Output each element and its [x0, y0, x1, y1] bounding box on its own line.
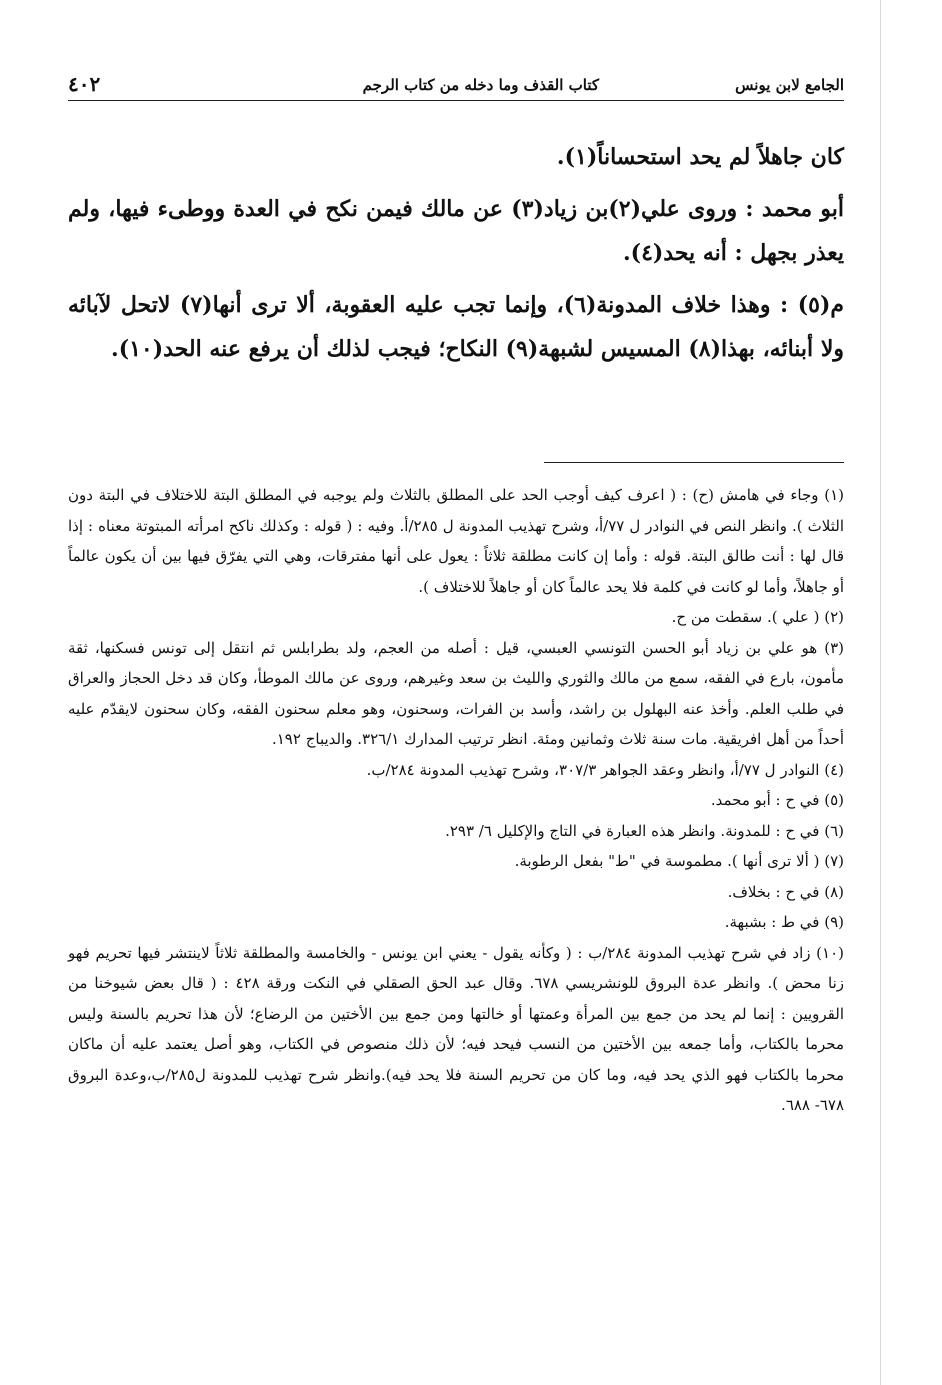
scan-edge-line: [880, 0, 881, 1385]
book-page: [68, 72, 844, 1372]
footnote: (٣) هو علي بن زياد أبو الحسن التونسي العبسي، قيل : أصله من العجم، ولد بطرابلس ثم انتقل إلى تونس فسكنها، ثقة مأمون، بارع في الفقه، سمع من مالك والثوري والليث بن سعد وغيرهم، وروى عن مالك الموطأ، وكان قد دخل الحجاز والعراق في طلب العلم. وأخذ عنه البهلول بن راشد، وأسد بن الفرات، وسحنون، وهو معلم سحنون الفقه، وكان سحنون لايقدّم عليه أحداً من أهل افريقية. مات سنة ثلاث وثمانين ومئة. انظر ترتيب المدارك ٣٢٦/١. والديباج ١٩٢.: [68, 638, 844, 748]
footnote: (١) وجاء في هامش (ح) : ( اعرف كيف أوجب الحد على المطلق بالثلاث ولم يوجبه في المطلق البتة للاختلاف في البتة دون الثلاث ). وانظر النص في النوادر ل ٧٧/أ، وشرح تهذيب المدونة ل ٢٨٥/أ. وفيه : ( قوله : وكذلك ناكح امرأته المبتوتة معناه : إذا قال لها : أنت طالق البتة. قوله : وأما إن كانت مطلقة ثلاثاً : يعول على أنها مفترقات، وهي التي يفرّق فيها بين أن يكون عالماً أو جاهلاً، وأما لو كانت في كلمة فلا يحد عالماً كان أو جاهلاً للاختلاف ).: [68, 486, 844, 596]
chapter-title: كتاب القذف وما دخله من كتاب الرجم: [362, 76, 599, 94]
footnote: (٨) في ح : بخلاف.: [727, 882, 844, 901]
main-text: [68, 135, 844, 371]
footnotes: [68, 480, 844, 1121]
page-number: ٤٠٢: [68, 72, 101, 96]
footnote: (٥) في ح : أبو محمد.: [710, 791, 844, 809]
footnote: (٤) النوادر ل ٧٧/أ، وانظر وعقد الجواهر ٣٠٧/٣، وشرح تهذيب المدونة ٢٨٤/ب.: [366, 760, 844, 779]
footnote: (٩) في ط : بشبهة.: [724, 913, 844, 931]
footnote-separator: [544, 462, 844, 463]
paragraph: كان جاهلاً لم يحد استحساناً(١).: [556, 144, 844, 170]
footnote: (١٠) زاد في شرح تهذيب المدونة ٢٨٤/ب : ( وكأنه يقول - يعني ابن يونس - والخامسة والمطلقة ثلاثاً لاينتشر فيها تحريم فهو زنا محض ). وانظر عدة البروق للونشريسي ٦٧٨. وقال عبد الحق الصقلي في النكت ورقة ٤٢٨ : ( قال بعض شيوخنا من القرويين : إنما لم يحد من جمع بين المرأة وعمتها أو خالتها ومن جمع بين الأختين من الرضاع؛ لأن هذا تحريم بالسنة وليس محرما بالكتاب، وأما جمعه بين الأختين من النسب فيحد فيه؛ لأن ذلك منصوص في الكتاب، وهو أصل يعتمد عليه أن ماكان محرما بالكتاب فهو الذي يحد فيه، وما كان من تحريم السنة فلا يحد فيه).وانظر شرح تهذيب للمدونة ل٢٨٥/ب،وعدة البروق ٦٧٨- ٦٨٨.: [68, 943, 845, 1114]
footnote: (٧) ( ألا ترى أنها ). مطموسة في "ط" بفعل الرطوبة.: [514, 852, 844, 870]
footnote: (٦) في ح : للمدونة. وانظر هذه العبارة في التاج والإكليل ٦/ ٢٩٣.: [445, 821, 844, 840]
paragraph: م(٥) : وهذا خلاف المدونة(٦)، وإنما تجب عليه العقوبة، ألا ترى أنها(٧) لاتحل لآبائه ولا أبنائه، بهذا(٨) المسيس لشبهة(٩) النكاح؛ فيجب لذلك أن يرفع عنه الحد(١٠).: [68, 292, 844, 362]
footnote: (٢) ( علي ). سقطت من ح.: [671, 608, 844, 626]
paragraph: أبو محمد : وروى علي(٢)بن زياد(٣) عن مالك فيمن نكح في العدة ووطىء فيها، ولم يعذر بجهل : أنه يحد(٤).: [68, 196, 844, 266]
running-header: [68, 72, 844, 101]
book-title: الجامع لابن يونس: [735, 76, 844, 94]
